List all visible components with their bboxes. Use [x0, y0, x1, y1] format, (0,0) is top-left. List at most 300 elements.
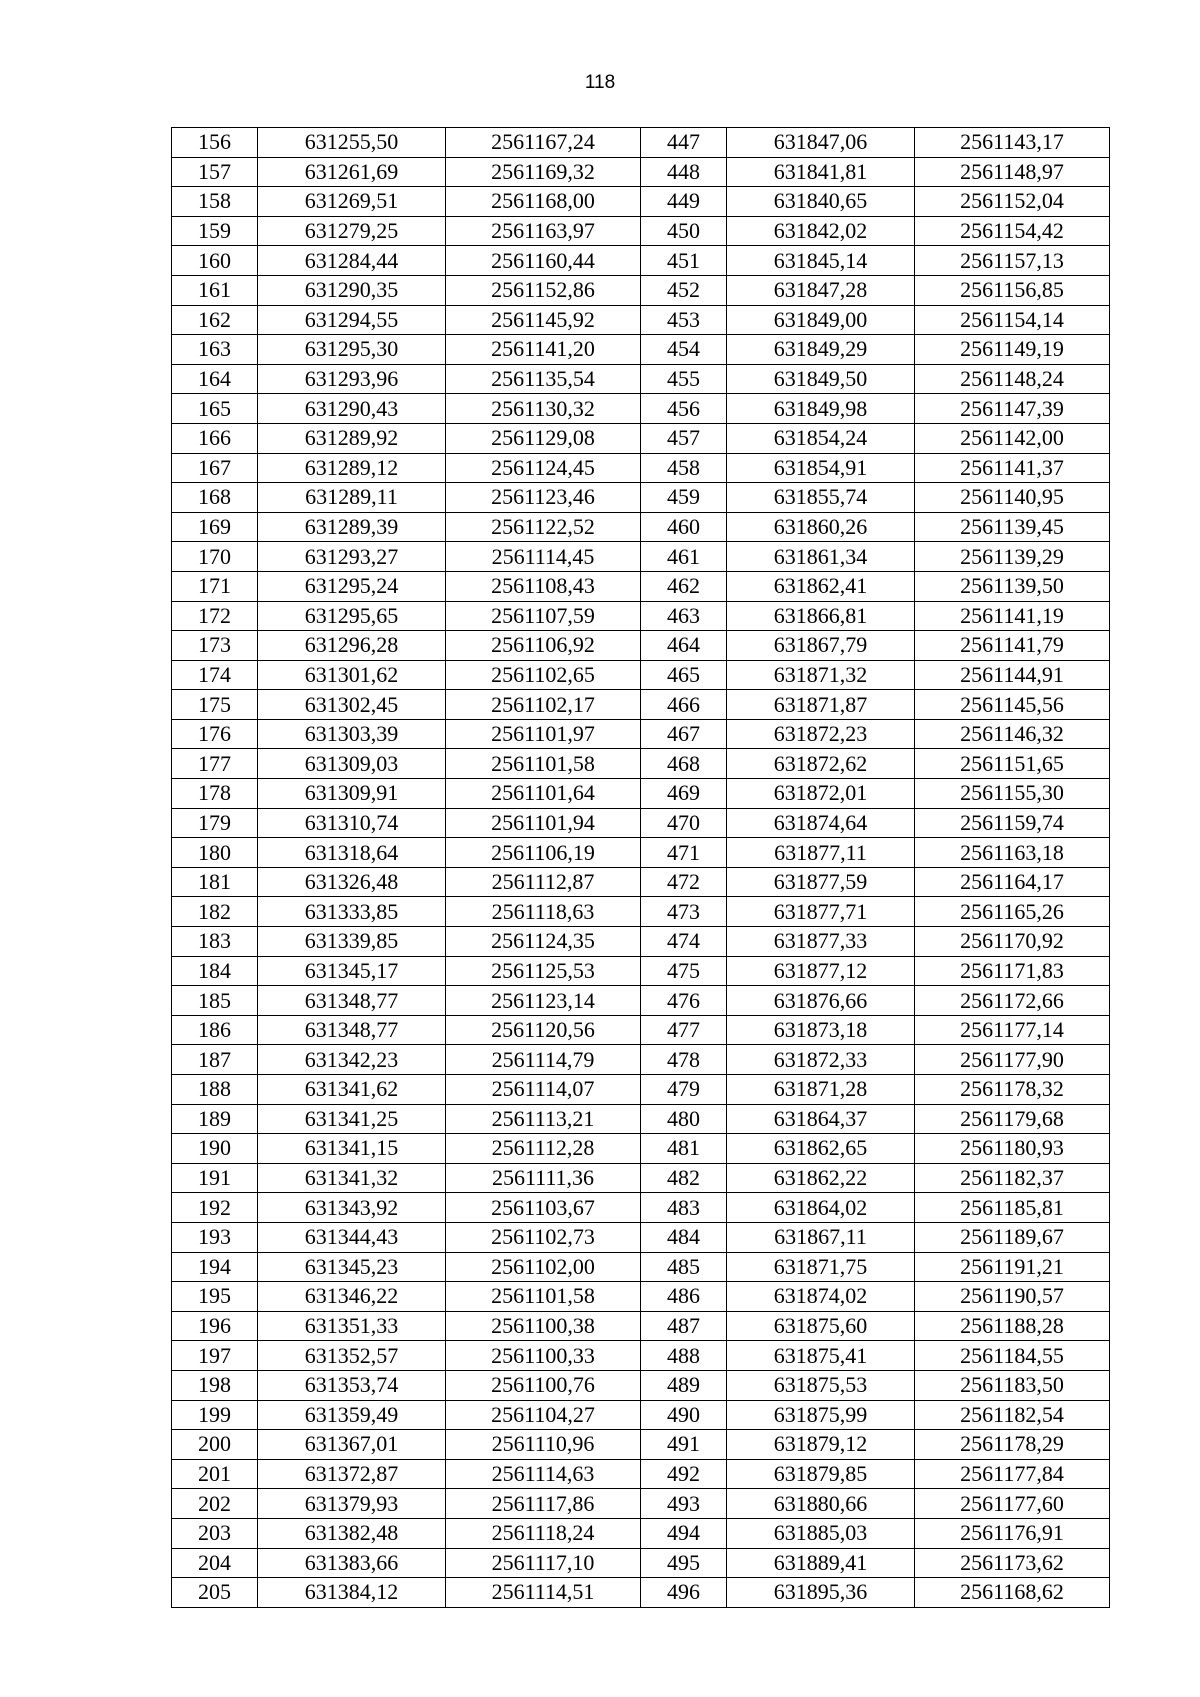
y-coordinate-right-cell: 2561140,95 — [915, 483, 1110, 513]
point-number-left-cell: 157 — [172, 157, 258, 187]
table-row — [172, 1548, 1110, 1578]
y-coordinate-left-cell: 2561118,24 — [446, 1518, 641, 1548]
x-coordinate-right-cell: 631862,65 — [727, 1134, 915, 1164]
table-row — [172, 956, 1110, 986]
point-number-right-cell: 458 — [641, 453, 727, 483]
x-coordinate-right-cell: 631879,85 — [727, 1459, 915, 1489]
y-coordinate-right-cell: 2561141,79 — [915, 631, 1110, 661]
point-number-right-cell: 480 — [641, 1104, 727, 1134]
x-coordinate-right-cell: 631874,64 — [727, 808, 915, 838]
y-coordinate-right-cell: 2561172,66 — [915, 986, 1110, 1016]
point-number-right-cell: 492 — [641, 1459, 727, 1489]
point-number-left-cell: 173 — [172, 631, 258, 661]
x-coordinate-left-cell: 631372,87 — [258, 1459, 446, 1489]
y-coordinate-right-cell: 2561185,81 — [915, 1193, 1110, 1223]
x-coordinate-right-cell: 631866,81 — [727, 601, 915, 631]
table-row — [172, 1578, 1110, 1608]
y-coordinate-left-cell: 2561114,07 — [446, 1075, 641, 1105]
point-number-right-cell: 474 — [641, 927, 727, 957]
y-coordinate-right-cell: 2561178,32 — [915, 1075, 1110, 1105]
point-number-right-cell: 470 — [641, 808, 727, 838]
point-number-right-cell: 459 — [641, 483, 727, 513]
point-number-left-cell: 176 — [172, 719, 258, 749]
y-coordinate-right-cell: 2561139,45 — [915, 512, 1110, 542]
y-coordinate-left-cell: 2561101,64 — [446, 779, 641, 809]
point-number-right-cell: 447 — [641, 128, 727, 158]
y-coordinate-left-cell: 2561110,96 — [446, 1430, 641, 1460]
y-coordinate-left-cell: 2561123,46 — [446, 483, 641, 513]
x-coordinate-right-cell: 631875,60 — [727, 1311, 915, 1341]
y-coordinate-left-cell: 2561102,65 — [446, 660, 641, 690]
table-row — [172, 986, 1110, 1016]
point-number-right-cell: 479 — [641, 1075, 727, 1105]
point-number-left-cell: 198 — [172, 1370, 258, 1400]
point-number-right-cell: 463 — [641, 601, 727, 631]
y-coordinate-left-cell: 2561163,97 — [446, 216, 641, 246]
y-coordinate-right-cell: 2561188,28 — [915, 1311, 1110, 1341]
y-coordinate-left-cell: 2561122,52 — [446, 512, 641, 542]
y-coordinate-right-cell: 2561171,83 — [915, 956, 1110, 986]
point-number-right-cell: 491 — [641, 1430, 727, 1460]
table-row — [172, 838, 1110, 868]
x-coordinate-left-cell: 631279,25 — [258, 216, 446, 246]
point-number-left-cell: 164 — [172, 364, 258, 394]
y-coordinate-right-cell: 2561177,90 — [915, 1045, 1110, 1075]
x-coordinate-right-cell: 631867,11 — [727, 1222, 915, 1252]
y-coordinate-left-cell: 2561100,76 — [446, 1370, 641, 1400]
y-coordinate-left-cell: 2561114,45 — [446, 542, 641, 572]
point-number-left-cell: 165 — [172, 394, 258, 424]
table-row — [172, 601, 1110, 631]
point-number-left-cell: 202 — [172, 1489, 258, 1519]
table-row — [172, 1370, 1110, 1400]
point-number-left-cell: 159 — [172, 216, 258, 246]
y-coordinate-left-cell: 2561102,17 — [446, 690, 641, 720]
x-coordinate-left-cell: 631296,28 — [258, 631, 446, 661]
point-number-right-cell: 469 — [641, 779, 727, 809]
x-coordinate-right-cell: 631875,99 — [727, 1400, 915, 1430]
point-number-left-cell: 156 — [172, 128, 258, 158]
y-coordinate-right-cell: 2561179,68 — [915, 1104, 1110, 1134]
x-coordinate-left-cell: 631326,48 — [258, 867, 446, 897]
y-coordinate-right-cell: 2561173,62 — [915, 1548, 1110, 1578]
x-coordinate-left-cell: 631293,27 — [258, 542, 446, 572]
y-coordinate-left-cell: 2561101,94 — [446, 808, 641, 838]
table-row — [172, 423, 1110, 453]
x-coordinate-right-cell: 631855,74 — [727, 483, 915, 513]
x-coordinate-left-cell: 631339,85 — [258, 927, 446, 957]
x-coordinate-left-cell: 631342,23 — [258, 1045, 446, 1075]
x-coordinate-right-cell: 631872,01 — [727, 779, 915, 809]
point-number-right-cell: 496 — [641, 1578, 727, 1608]
table-row — [172, 749, 1110, 779]
point-number-right-cell: 488 — [641, 1341, 727, 1371]
x-coordinate-left-cell: 631293,96 — [258, 364, 446, 394]
point-number-right-cell: 461 — [641, 542, 727, 572]
y-coordinate-right-cell: 2561178,29 — [915, 1430, 1110, 1460]
point-number-left-cell: 190 — [172, 1134, 258, 1164]
y-coordinate-left-cell: 2561125,53 — [446, 956, 641, 986]
y-coordinate-left-cell: 2561114,51 — [446, 1578, 641, 1608]
y-coordinate-left-cell: 2561124,35 — [446, 927, 641, 957]
x-coordinate-left-cell: 631289,12 — [258, 453, 446, 483]
x-coordinate-right-cell: 631849,50 — [727, 364, 915, 394]
x-coordinate-right-cell: 631864,37 — [727, 1104, 915, 1134]
point-number-right-cell: 451 — [641, 246, 727, 276]
point-number-right-cell: 476 — [641, 986, 727, 1016]
point-number-left-cell: 188 — [172, 1075, 258, 1105]
x-coordinate-right-cell: 631885,03 — [727, 1518, 915, 1548]
y-coordinate-left-cell: 2561114,63 — [446, 1459, 641, 1489]
point-number-right-cell: 482 — [641, 1163, 727, 1193]
x-coordinate-left-cell: 631289,39 — [258, 512, 446, 542]
x-coordinate-right-cell: 631867,79 — [727, 631, 915, 661]
table-row — [172, 394, 1110, 424]
x-coordinate-right-cell: 631880,66 — [727, 1489, 915, 1519]
x-coordinate-right-cell: 631871,28 — [727, 1075, 915, 1105]
y-coordinate-left-cell: 2561104,27 — [446, 1400, 641, 1430]
x-coordinate-left-cell: 631345,23 — [258, 1252, 446, 1282]
x-coordinate-left-cell: 631352,57 — [258, 1341, 446, 1371]
point-number-left-cell: 163 — [172, 335, 258, 365]
point-number-left-cell: 189 — [172, 1104, 258, 1134]
table-row — [172, 512, 1110, 542]
point-number-right-cell: 455 — [641, 364, 727, 394]
point-number-left-cell: 171 — [172, 571, 258, 601]
x-coordinate-right-cell: 631845,14 — [727, 246, 915, 276]
x-coordinate-right-cell: 631842,02 — [727, 216, 915, 246]
y-coordinate-left-cell: 2561102,73 — [446, 1222, 641, 1252]
x-coordinate-right-cell: 631889,41 — [727, 1548, 915, 1578]
point-number-left-cell: 185 — [172, 986, 258, 1016]
y-coordinate-left-cell: 2561130,32 — [446, 394, 641, 424]
y-coordinate-right-cell: 2561154,14 — [915, 305, 1110, 335]
point-number-left-cell: 178 — [172, 779, 258, 809]
table-row — [172, 719, 1110, 749]
point-number-left-cell: 199 — [172, 1400, 258, 1430]
x-coordinate-right-cell: 631849,29 — [727, 335, 915, 365]
y-coordinate-right-cell: 2561184,55 — [915, 1341, 1110, 1371]
point-number-right-cell: 465 — [641, 660, 727, 690]
point-number-right-cell: 452 — [641, 275, 727, 305]
x-coordinate-left-cell: 631261,69 — [258, 157, 446, 187]
point-number-left-cell: 200 — [172, 1430, 258, 1460]
point-number-left-cell: 158 — [172, 187, 258, 217]
y-coordinate-right-cell: 2561182,54 — [915, 1400, 1110, 1430]
x-coordinate-left-cell: 631341,25 — [258, 1104, 446, 1134]
y-coordinate-left-cell: 2561120,56 — [446, 1015, 641, 1045]
point-number-right-cell: 478 — [641, 1045, 727, 1075]
y-coordinate-left-cell: 2561118,63 — [446, 897, 641, 927]
y-coordinate-right-cell: 2561170,92 — [915, 927, 1110, 957]
x-coordinate-left-cell: 631383,66 — [258, 1548, 446, 1578]
y-coordinate-left-cell: 2561101,58 — [446, 749, 641, 779]
y-coordinate-right-cell: 2561156,85 — [915, 275, 1110, 305]
x-coordinate-right-cell: 631877,12 — [727, 956, 915, 986]
x-coordinate-left-cell: 631346,22 — [258, 1282, 446, 1312]
y-coordinate-right-cell: 2561152,04 — [915, 187, 1110, 217]
point-number-left-cell: 161 — [172, 275, 258, 305]
x-coordinate-right-cell: 631895,36 — [727, 1578, 915, 1608]
x-coordinate-left-cell: 631289,11 — [258, 483, 446, 513]
point-number-left-cell: 196 — [172, 1311, 258, 1341]
point-number-left-cell: 192 — [172, 1193, 258, 1223]
x-coordinate-right-cell: 631854,91 — [727, 453, 915, 483]
y-coordinate-left-cell: 2561141,20 — [446, 335, 641, 365]
x-coordinate-right-cell: 631877,59 — [727, 867, 915, 897]
point-number-right-cell: 450 — [641, 216, 727, 246]
point-number-left-cell: 179 — [172, 808, 258, 838]
x-coordinate-left-cell: 631290,35 — [258, 275, 446, 305]
table-row — [172, 927, 1110, 957]
page-number: 118 — [584, 72, 616, 93]
table-row — [172, 483, 1110, 513]
x-coordinate-left-cell: 631301,62 — [258, 660, 446, 690]
y-coordinate-right-cell: 2561141,37 — [915, 453, 1110, 483]
x-coordinate-right-cell: 631847,28 — [727, 275, 915, 305]
x-coordinate-right-cell: 631862,41 — [727, 571, 915, 601]
table-row — [172, 275, 1110, 305]
y-coordinate-right-cell: 2561177,14 — [915, 1015, 1110, 1045]
y-coordinate-right-cell: 2561180,93 — [915, 1134, 1110, 1164]
table-row — [172, 1134, 1110, 1164]
y-coordinate-left-cell: 2561169,32 — [446, 157, 641, 187]
table-row — [172, 660, 1110, 690]
y-coordinate-left-cell: 2561167,24 — [446, 128, 641, 158]
point-number-right-cell: 486 — [641, 1282, 727, 1312]
y-coordinate-right-cell: 2561177,60 — [915, 1489, 1110, 1519]
table-row — [172, 453, 1110, 483]
y-coordinate-right-cell: 2561189,67 — [915, 1222, 1110, 1252]
y-coordinate-right-cell: 2561149,19 — [915, 335, 1110, 365]
y-coordinate-left-cell: 2561101,97 — [446, 719, 641, 749]
point-number-left-cell: 174 — [172, 660, 258, 690]
x-coordinate-right-cell: 631847,06 — [727, 128, 915, 158]
y-coordinate-left-cell: 2561160,44 — [446, 246, 641, 276]
y-coordinate-right-cell: 2561183,50 — [915, 1370, 1110, 1400]
table-row — [172, 1400, 1110, 1430]
x-coordinate-right-cell: 631871,75 — [727, 1252, 915, 1282]
point-number-left-cell: 180 — [172, 838, 258, 868]
y-coordinate-left-cell: 2561168,00 — [446, 187, 641, 217]
y-coordinate-right-cell: 2561145,56 — [915, 690, 1110, 720]
table-row — [172, 1252, 1110, 1282]
y-coordinate-right-cell: 2561141,19 — [915, 601, 1110, 631]
y-coordinate-left-cell: 2561106,19 — [446, 838, 641, 868]
table-row — [172, 128, 1110, 158]
table-row — [172, 1282, 1110, 1312]
table-row — [172, 335, 1110, 365]
x-coordinate-right-cell: 631840,65 — [727, 187, 915, 217]
point-number-right-cell: 494 — [641, 1518, 727, 1548]
x-coordinate-left-cell: 631344,43 — [258, 1222, 446, 1252]
x-coordinate-right-cell: 631877,71 — [727, 897, 915, 927]
y-coordinate-right-cell: 2561182,37 — [915, 1163, 1110, 1193]
y-coordinate-right-cell: 2561148,24 — [915, 364, 1110, 394]
y-coordinate-left-cell: 2561112,28 — [446, 1134, 641, 1164]
y-coordinate-right-cell: 2561147,39 — [915, 394, 1110, 424]
point-number-left-cell: 167 — [172, 453, 258, 483]
x-coordinate-left-cell: 631343,92 — [258, 1193, 446, 1223]
point-number-right-cell: 489 — [641, 1370, 727, 1400]
y-coordinate-left-cell: 2561102,00 — [446, 1252, 641, 1282]
table-row — [172, 1459, 1110, 1489]
x-coordinate-left-cell: 631295,24 — [258, 571, 446, 601]
point-number-right-cell: 466 — [641, 690, 727, 720]
point-number-left-cell: 177 — [172, 749, 258, 779]
point-number-right-cell: 475 — [641, 956, 727, 986]
x-coordinate-left-cell: 631284,44 — [258, 246, 446, 276]
table-row — [172, 1104, 1110, 1134]
coordinates-table-body — [172, 128, 1110, 1608]
point-number-right-cell: 493 — [641, 1489, 727, 1519]
x-coordinate-right-cell: 631849,98 — [727, 394, 915, 424]
table-row — [172, 897, 1110, 927]
x-coordinate-left-cell: 631269,51 — [258, 187, 446, 217]
x-coordinate-left-cell: 631318,64 — [258, 838, 446, 868]
point-number-left-cell: 160 — [172, 246, 258, 276]
coordinates-table — [171, 127, 1110, 1608]
point-number-left-cell: 197 — [172, 1341, 258, 1371]
x-coordinate-left-cell: 631353,74 — [258, 1370, 446, 1400]
y-coordinate-left-cell: 2561117,86 — [446, 1489, 641, 1519]
x-coordinate-left-cell: 631341,62 — [258, 1075, 446, 1105]
x-coordinate-left-cell: 631359,49 — [258, 1400, 446, 1430]
x-coordinate-left-cell: 631295,65 — [258, 601, 446, 631]
point-number-right-cell: 487 — [641, 1311, 727, 1341]
y-coordinate-right-cell: 2561139,29 — [915, 542, 1110, 572]
x-coordinate-left-cell: 631303,39 — [258, 719, 446, 749]
y-coordinate-right-cell: 2561177,84 — [915, 1459, 1110, 1489]
y-coordinate-right-cell: 2561139,50 — [915, 571, 1110, 601]
point-number-left-cell: 204 — [172, 1548, 258, 1578]
point-number-right-cell: 456 — [641, 394, 727, 424]
y-coordinate-left-cell: 2561114,79 — [446, 1045, 641, 1075]
point-number-right-cell: 483 — [641, 1193, 727, 1223]
y-coordinate-left-cell: 2561113,21 — [446, 1104, 641, 1134]
point-number-right-cell: 481 — [641, 1134, 727, 1164]
y-coordinate-left-cell: 2561106,92 — [446, 631, 641, 661]
y-coordinate-left-cell: 2561152,86 — [446, 275, 641, 305]
point-number-right-cell: 472 — [641, 867, 727, 897]
point-number-left-cell: 175 — [172, 690, 258, 720]
point-number-right-cell: 484 — [641, 1222, 727, 1252]
table-row — [172, 808, 1110, 838]
y-coordinate-left-cell: 2561108,43 — [446, 571, 641, 601]
y-coordinate-right-cell: 2561191,21 — [915, 1252, 1110, 1282]
point-number-left-cell: 194 — [172, 1252, 258, 1282]
x-coordinate-right-cell: 631871,87 — [727, 690, 915, 720]
table-row — [172, 246, 1110, 276]
y-coordinate-right-cell: 2561165,26 — [915, 897, 1110, 927]
y-coordinate-right-cell: 2561163,18 — [915, 838, 1110, 868]
x-coordinate-left-cell: 631382,48 — [258, 1518, 446, 1548]
x-coordinate-right-cell: 631871,32 — [727, 660, 915, 690]
table-row — [172, 631, 1110, 661]
point-number-left-cell: 169 — [172, 512, 258, 542]
point-number-right-cell: 449 — [641, 187, 727, 217]
point-number-right-cell: 457 — [641, 423, 727, 453]
x-coordinate-left-cell: 631255,50 — [258, 128, 446, 158]
point-number-left-cell: 172 — [172, 601, 258, 631]
table-row — [172, 1045, 1110, 1075]
y-coordinate-right-cell: 2561142,00 — [915, 423, 1110, 453]
y-coordinate-right-cell: 2561190,57 — [915, 1282, 1110, 1312]
x-coordinate-left-cell: 631348,77 — [258, 986, 446, 1016]
x-coordinate-right-cell: 631877,33 — [727, 927, 915, 957]
x-coordinate-right-cell: 631877,11 — [727, 838, 915, 868]
point-number-right-cell: 477 — [641, 1015, 727, 1045]
y-coordinate-left-cell: 2561107,59 — [446, 601, 641, 631]
x-coordinate-left-cell: 631341,32 — [258, 1163, 446, 1193]
y-coordinate-right-cell: 2561176,91 — [915, 1518, 1110, 1548]
x-coordinate-left-cell: 631379,93 — [258, 1489, 446, 1519]
x-coordinate-left-cell: 631310,74 — [258, 808, 446, 838]
table-row — [172, 571, 1110, 601]
x-coordinate-left-cell: 631309,91 — [258, 779, 446, 809]
y-coordinate-right-cell: 2561155,30 — [915, 779, 1110, 809]
table-row — [172, 542, 1110, 572]
y-coordinate-right-cell: 2561148,97 — [915, 157, 1110, 187]
x-coordinate-left-cell: 631290,43 — [258, 394, 446, 424]
x-coordinate-right-cell: 631872,33 — [727, 1045, 915, 1075]
x-coordinate-right-cell: 631854,24 — [727, 423, 915, 453]
x-coordinate-left-cell: 631294,55 — [258, 305, 446, 335]
y-coordinate-right-cell: 2561144,91 — [915, 660, 1110, 690]
x-coordinate-right-cell: 631860,26 — [727, 512, 915, 542]
x-coordinate-left-cell: 631309,03 — [258, 749, 446, 779]
point-number-left-cell: 162 — [172, 305, 258, 335]
y-coordinate-left-cell: 2561111,36 — [446, 1163, 641, 1193]
point-number-right-cell: 473 — [641, 897, 727, 927]
point-number-left-cell: 193 — [172, 1222, 258, 1252]
x-coordinate-left-cell: 631384,12 — [258, 1578, 446, 1608]
y-coordinate-right-cell: 2561146,32 — [915, 719, 1110, 749]
point-number-right-cell: 464 — [641, 631, 727, 661]
y-coordinate-left-cell: 2561100,38 — [446, 1311, 641, 1341]
x-coordinate-right-cell: 631875,41 — [727, 1341, 915, 1371]
x-coordinate-left-cell: 631345,17 — [258, 956, 446, 986]
point-number-left-cell: 191 — [172, 1163, 258, 1193]
y-coordinate-left-cell: 2561101,58 — [446, 1282, 641, 1312]
point-number-right-cell: 490 — [641, 1400, 727, 1430]
y-coordinate-left-cell: 2561135,54 — [446, 364, 641, 394]
x-coordinate-left-cell: 631367,01 — [258, 1430, 446, 1460]
x-coordinate-left-cell: 631341,15 — [258, 1134, 446, 1164]
y-coordinate-left-cell: 2561100,33 — [446, 1341, 641, 1371]
point-number-right-cell: 471 — [641, 838, 727, 868]
x-coordinate-left-cell: 631351,33 — [258, 1311, 446, 1341]
table-row — [172, 1341, 1110, 1371]
table-row — [172, 1015, 1110, 1045]
table-row — [172, 779, 1110, 809]
table-row — [172, 1311, 1110, 1341]
point-number-left-cell: 181 — [172, 867, 258, 897]
point-number-left-cell: 184 — [172, 956, 258, 986]
x-coordinate-right-cell: 631875,53 — [727, 1370, 915, 1400]
table-row — [172, 187, 1110, 217]
point-number-right-cell: 495 — [641, 1548, 727, 1578]
table-row — [172, 364, 1110, 394]
table-row — [172, 157, 1110, 187]
point-number-left-cell: 168 — [172, 483, 258, 513]
point-number-right-cell: 462 — [641, 571, 727, 601]
table-row — [172, 1222, 1110, 1252]
y-coordinate-right-cell: 2561159,74 — [915, 808, 1110, 838]
y-coordinate-left-cell: 2561112,87 — [446, 867, 641, 897]
y-coordinate-right-cell: 2561143,17 — [915, 128, 1110, 158]
point-number-left-cell: 203 — [172, 1518, 258, 1548]
